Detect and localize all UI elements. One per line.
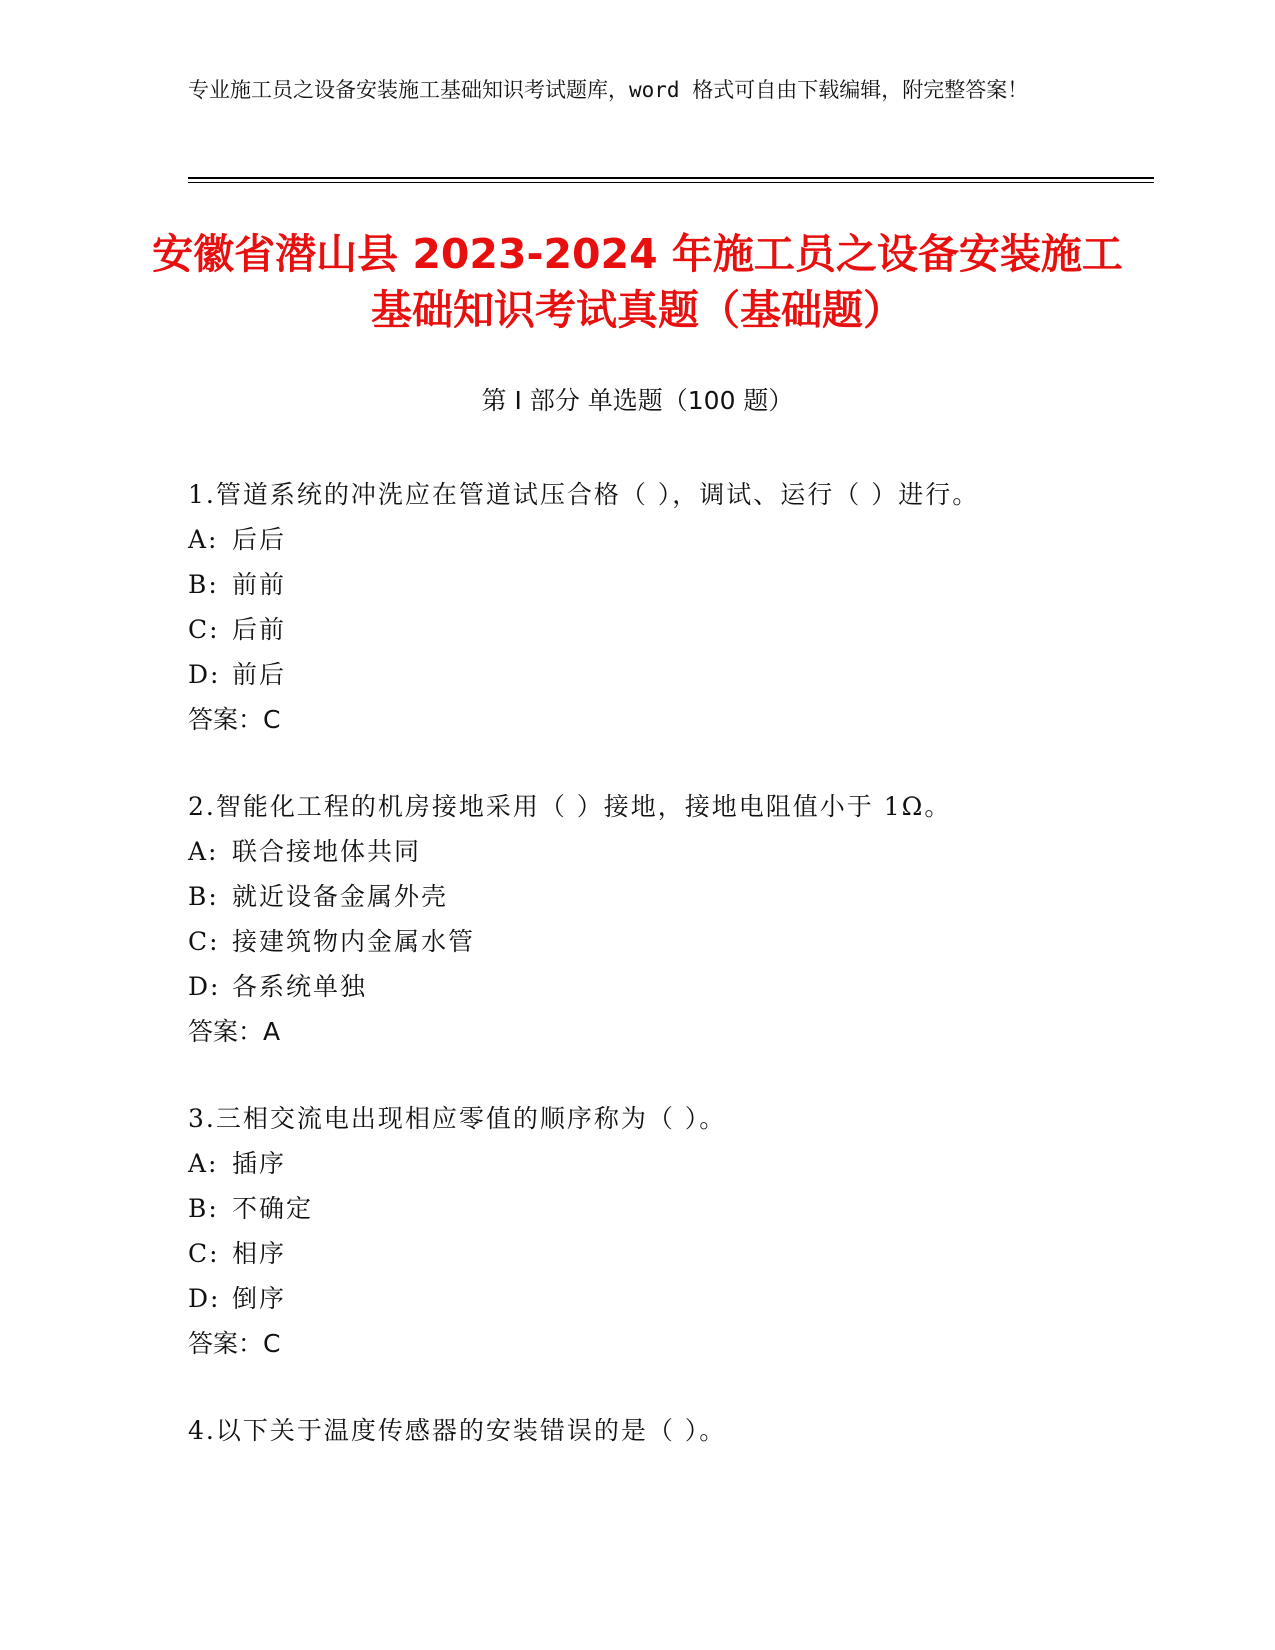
option-text: 前后 (232, 660, 287, 689)
option-text: 联合接地体共同 (232, 837, 422, 866)
header-divider-thick (188, 177, 1154, 179)
question-option (188, 874, 1148, 919)
question-answer: 答案：C (188, 1329, 281, 1358)
section-heading: 第 I 部分 单选题（100 题） (481, 386, 794, 415)
option-letter: D: (188, 1284, 221, 1313)
question-option (188, 562, 1148, 607)
option-text: 就近设备金属外壳 (232, 882, 449, 911)
option-letter: B: (188, 570, 219, 599)
question-option (188, 1186, 1148, 1231)
option-text: 相序 (232, 1239, 287, 1268)
option-letter: D: (188, 972, 221, 1001)
option-letter: A: (188, 837, 219, 866)
question-stem: 4.以下关于温度传感器的安装错误的是（ ）。 (188, 1416, 727, 1445)
question-item (188, 472, 1148, 742)
option-text: 倒序 (232, 1284, 287, 1313)
question-stem: 1.管道系统的冲洗应在管道试压合格（ ），调试、运行（ ）进行。 (188, 480, 980, 509)
option-text: 前前 (232, 570, 287, 599)
question-option (188, 607, 1148, 652)
question-option (188, 1141, 1148, 1186)
option-letter: B: (188, 882, 219, 911)
question-answer: 答案：C (188, 705, 281, 734)
option-text: 后后 (232, 525, 287, 554)
question-stem: 3.三相交流电出现相应零值的顺序称为（ ）。 (188, 1104, 727, 1133)
question-stem: 2.智能化工程的机房接地采用（ ）接地，接地电阻值小于 1Ω。 (188, 792, 952, 821)
question-option (188, 1231, 1148, 1276)
option-letter: D: (188, 660, 221, 689)
option-text: 插序 (232, 1149, 287, 1178)
option-letter: A: (188, 1149, 219, 1178)
option-letter: C: (188, 615, 220, 644)
question-option (188, 964, 1148, 1009)
option-letter: C: (188, 1239, 220, 1268)
header-divider-thin (188, 182, 1154, 183)
option-text: 不确定 (232, 1194, 314, 1223)
option-letter: B: (188, 1194, 219, 1223)
option-letter: A: (188, 525, 219, 554)
question-answer: 答案：A (188, 1017, 281, 1046)
option-text: 各系统单独 (232, 972, 368, 1001)
question-option (188, 652, 1148, 697)
question-option (188, 517, 1148, 562)
header-note: 专业施工员之设备安装施工基础知识考试题库，word 格式可自由下载编辑，附完整答案！ (188, 78, 1029, 102)
option-text: 后前 (232, 615, 287, 644)
question-item (188, 1408, 1148, 1453)
option-letter: C: (188, 927, 220, 956)
question-option (188, 919, 1148, 964)
option-text: 接建筑物内金属水管 (232, 927, 476, 956)
question-list (188, 472, 1148, 1495)
question-option (188, 1276, 1148, 1321)
question-item (188, 1096, 1148, 1366)
question-option (188, 829, 1148, 874)
question-item (188, 784, 1148, 1054)
document-title: 安徽省潜山县 2023-2024 年施工员之设备安装施工基础知识考试真题（基础题） (152, 230, 1123, 334)
